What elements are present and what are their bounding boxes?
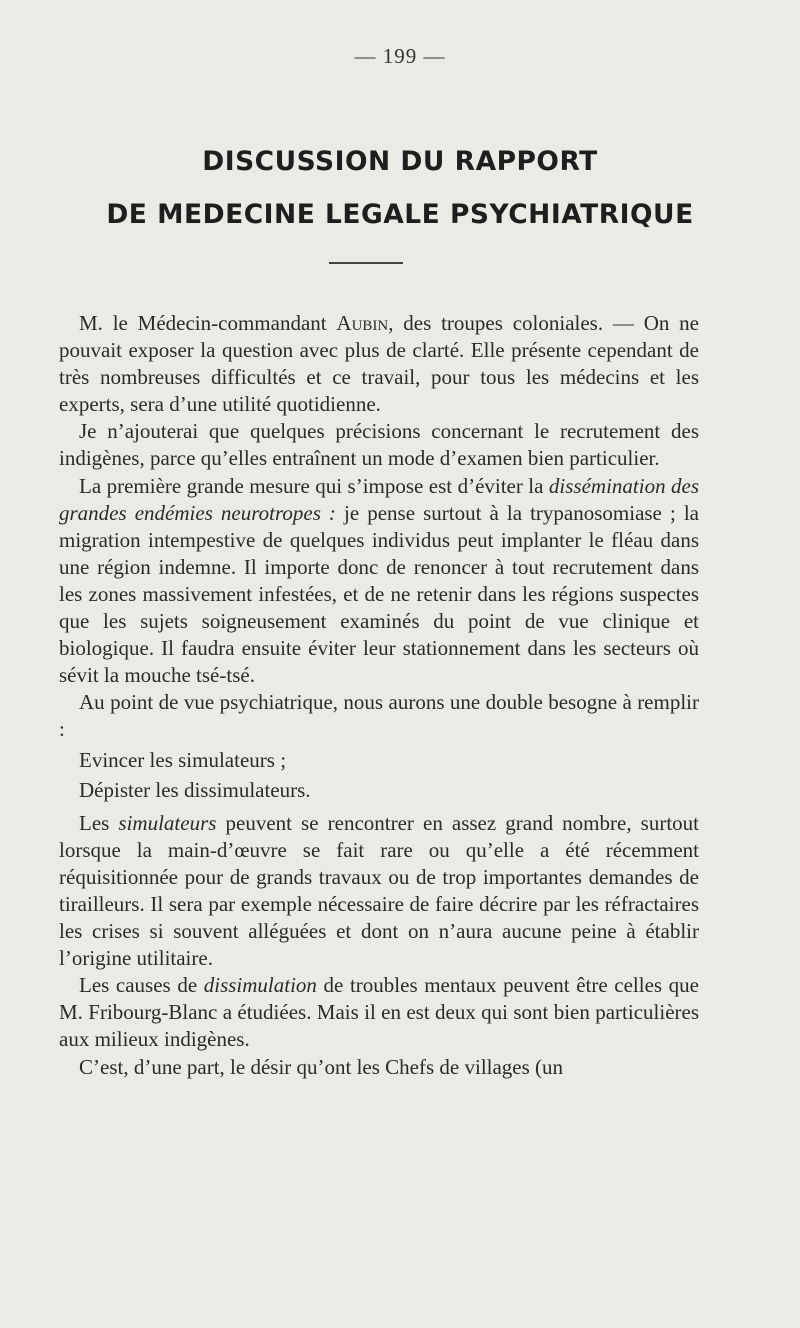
paragraph-7: C’est, d’une part, le désir qu’ont les Chefs de villages (un: [79, 1054, 564, 1079]
paragraph-5-text: Les: [79, 810, 119, 835]
paragraph-6-text-cont: de troubles mentaux peuvent être celles que M. Fribourg-Blanc a étudiées. Mais il en est deux qui sont bien particulières aux milieux indigènes.: [59, 973, 699, 1052]
paragraph-3-text-cont: je pense surtout à la trypanosomiase ; la migration intempestive de quelques individus peut implanter le fléau dans une région indemne. Il importe donc de renoncer à tout recrutement dans les zones massivement infestées, et de ne retenir dans les régions suspectes que les sujets soigneusement examinés du point de vue clinique et biologique. Il faudra ensuite éviter leur stationnement dans les secteurs où sévit la mouche tsé-tsé.: [59, 500, 699, 688]
body-text: [59, 310, 699, 1081]
paragraph-6-emphasis: dissimulation: [203, 973, 317, 998]
paragraph-1-text-cont: , des troupes coloniales. — On ne pouvait exposer la question avec plus de clarté. Elle présente cependant de très nombreuses difficultés et ce travail, pour tous les médecins et les experts, sera d’une utilité quotidienne.: [59, 311, 699, 417]
paragraph-3-emphasis: dissémination des grandes endémies neurotropes :: [59, 473, 700, 525]
list-item-2: Dépister les dissimulateurs.: [79, 777, 311, 802]
paragraph-1-text: M. le Médecin-commandant: [79, 311, 337, 335]
page-number: — 199 —: [354, 44, 446, 68]
page-title-line-2: DE MEDECINE LEGALE PSYCHIATRIQUE: [106, 199, 694, 230]
paragraph-6: [59, 972, 699, 1053]
paragraph-3-text: La première grande mesure qui s’impose est d’éviter la: [79, 473, 549, 498]
list-item-1: Evincer les simulateurs ;: [79, 747, 287, 772]
paragraph-4: Au point de vue psychiatrique, nous aurons une double besogne à remplir :: [59, 690, 699, 742]
paragraph-5-text-cont: peuvent se rencontrer en assez grand nombre, surtout lorsque la main-d’œuvre se fait rare ou qu’elle a été récemment réquisitionnée pour de grands travaux ou de trop importantes demandes de tirailleurs. Il sera par exemple nécessaire de faire décrire par les réfractaires les crises si souvent alléguées et dont on n’aura aucune peine à établir l’origine utilitaire.: [59, 810, 699, 971]
page-title-line-1: DISCUSSION DU RAPPORT: [202, 146, 598, 177]
paragraph-2: Je n’ajouterai que quelques précisions concernant le recrutement des indigènes, parce qu’elles entraînent un mode d’examen bien particulier.: [59, 419, 699, 471]
paragraph-3: [59, 473, 699, 690]
speaker-name: Aubin: [336, 311, 389, 335]
paragraph-1: [59, 310, 699, 418]
paragraph-6-text: Les causes de: [79, 973, 204, 998]
paragraph-5-emphasis: simulateurs: [118, 810, 217, 835]
paragraph-5: [59, 810, 699, 973]
title-divider: [329, 262, 403, 264]
